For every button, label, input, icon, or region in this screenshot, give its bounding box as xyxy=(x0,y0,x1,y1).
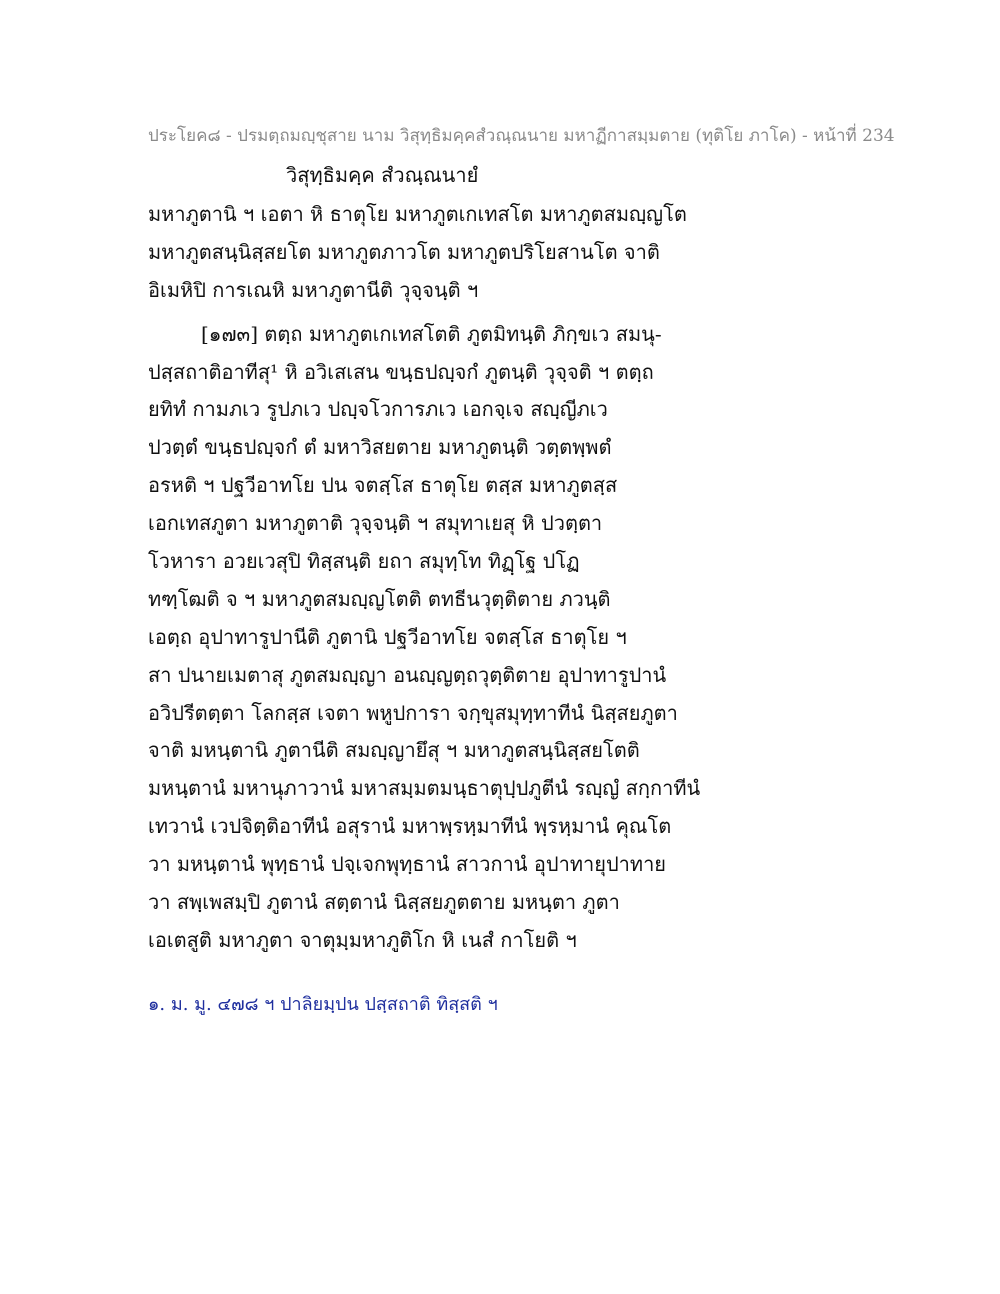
text-line: มหาภูตสนฺนิสฺสยโต มหาภูตภาวโต มหาภูตปริโยสานโต จาติ xyxy=(148,239,660,264)
text-line: เทวานํ เวปจิตฺติอาทีนํ อสุรานํ มหาพฺรหฺมาทีนํ พฺรหฺมานํ คุณโต xyxy=(148,814,672,839)
text-line: มหนฺตานํ มหานุภาวานํ มหาสมฺมตมนฺธาตุปฺปภูตีนํ รญฺญํ สกฺกาทีนํ xyxy=(148,776,701,801)
text-line: จาติ มหนฺตานิ ภูตานีติ สมญฺญายึสุ ฯ มหาภูตสนฺนิสฺสยโตติ xyxy=(148,738,640,763)
text-line: อวิปรีตตฺตา โลกสฺส เจตา พหูปการา จกฺขุสมุทฺทาทีนํ นิสฺสยภูตา xyxy=(148,700,678,725)
text-line: สา ปนายเมตาสุ ภูตสมญฺญา อนญฺญตฺถวุตฺติตาย อุปาทารูปานํ xyxy=(148,662,667,687)
text-line: เอตฺถ อุปาทารูปานีติ ภูตานิ ปฐวีอาทโย จตสฺโส ธาตุโย ฯ xyxy=(148,624,627,649)
text-line: โวหารา อวยเวสุปิ ทิสฺสนฺติ ยถา สมุทฺโท ทิฏฺโฐ ปโฏ xyxy=(148,549,580,574)
paragraph-start-line: [๑๗๓] ตตฺถ มหาภูตเกเทสโตติ ภูตมิทนฺติ ภิกฺขเว สมนุ- xyxy=(201,321,662,346)
footnote: ๑. ม. มู. ๔๗๘ ฯ ปาลิยมฺปน ปสฺสถาติ ทิสฺสติ ฯ xyxy=(148,994,498,1015)
running-header: ประโยค๘ - ปรมตฺถมญฺชุสาย นาม วิสุทฺธิมคฺคสํวณฺณนาย มหาฏีกาสมฺมตาย (ทุติโย ภาโค) - หน้าที่ 234 xyxy=(148,126,895,146)
text-line: ปวตฺตํ ขนฺธปญฺจกํ ตํ มหาวิสยตาย มหาภูตนฺติ วตฺตพฺพตํ xyxy=(148,435,612,460)
section-subtitle: วิสุทฺธิมคฺค สํวณฺณนายํ xyxy=(286,163,479,187)
text-line: เอเตสูติ มหาภูตา จาตุมฺมหาภูติโก หิ เนสํ กาโยติ ฯ xyxy=(148,927,577,952)
text-line: วา มหนฺตานํ พุทฺธานํ ปจฺเจกพุทฺธานํ สาวกานํ อุปาทายุปาทาย xyxy=(148,852,667,877)
text-line: ยทิทํ กามภเว รูปภเว ปญฺจโวการภเว เอกจฺเจ สญฺญีภเว xyxy=(148,397,608,422)
text-line: วา สพฺเพสมฺปิ ภูตานํ สตฺตานํ นิสฺสยภูตตาย มหนฺตา ภูตา xyxy=(148,890,620,915)
text-line: ทฑฺโฒติ จ ฯ มหาภูตสมญฺญโตติ ตทธีนวุตฺติตาย ภวนฺติ xyxy=(148,586,611,611)
text-line: ปสฺสถาติอาทีสุ¹ หิ อวิเสเสน ขนฺธปญฺจกํ ภูตนฺติ วุจฺจติ ฯ ตตฺถ xyxy=(148,359,654,384)
text-line: มหาภูตานิ ฯ เอตา หิ ธาตุโย มหาภูตเกเทสโต มหาภูตสมญฺญโต xyxy=(148,202,687,226)
body-text xyxy=(148,200,868,964)
text-line: อรหติ ฯ ปฐวีอาทโย ปน จตสฺโส ธาตุโย ตสฺส มหาภูตสฺส xyxy=(148,473,618,498)
text-line: เอกเทสภูตา มหาภูตาติ วุจฺจนฺติ ฯ สมุทาเยสุ หิ ปวตฺตา xyxy=(148,511,603,536)
text-line: อิเมหิปิ การเณหิ มหาภูตานีติ วุจฺจนฺติ ฯ xyxy=(148,277,479,302)
